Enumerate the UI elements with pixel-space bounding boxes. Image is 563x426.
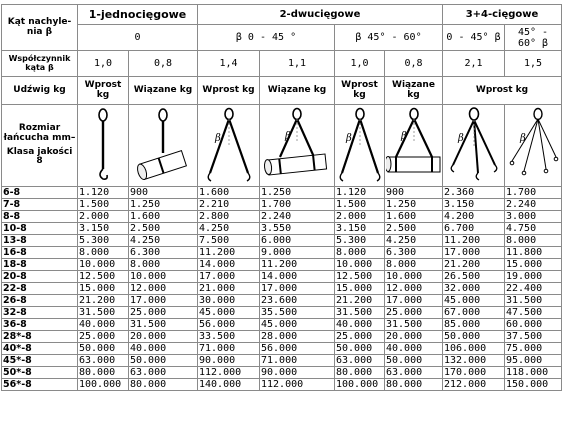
chain-size-cell: 16-8 [2,247,78,259]
load-value-cell: 5.300 [78,235,129,247]
load-value-cell: 1.500 [335,199,385,211]
group-single-leg: 1-jednocięgowe [78,5,198,25]
load-value-cell: 212.000 [443,379,505,391]
load-value-cell: 40.000 [385,343,443,355]
table-row [2,235,562,247]
load-value-cell: 31.500 [335,307,385,319]
load-value-cell: 6.300 [385,247,443,259]
load-value-cell: 4.250 [385,235,443,247]
load-value-cell: 140.000 [198,379,260,391]
class-label: Klasa jakości 8 [6,146,73,167]
load-value-cell: 6.000 [260,235,335,247]
two-leg-direct-icon [198,105,260,187]
load-value-cell: 37.500 [505,331,562,343]
three-leg-icon [443,105,505,187]
two-leg-choked-icon [260,105,335,187]
chain-size-cell: 6-8 [2,187,78,199]
load-value-cell: 900 [385,187,443,199]
load-value-cell: 11.200 [260,259,335,271]
chain-size-cell: 28*-8 [2,331,78,343]
load-value-cell: 63.000 [385,367,443,379]
lift-type: Wiązane kg [129,77,198,105]
load-value-cell: 31.500 [78,307,129,319]
coefficient: 1,4 [198,51,260,77]
load-value-cell: 10.000 [385,271,443,283]
load-value-cell: 15.000 [505,259,562,271]
load-value-cell: 31.500 [129,319,198,331]
load-value-cell: 80.000 [129,379,198,391]
chain-size-cell: 22-8 [2,283,78,295]
load-value-cell: 150.000 [505,379,562,391]
group-two-leg: 2-dwucięgowe [198,5,443,25]
load-value-cell: 3.150 [443,199,505,211]
two-leg-wide-choked-icon [385,105,443,187]
load-value-cell: 63.000 [78,355,129,367]
load-value-cell: 40.000 [129,343,198,355]
table-row [2,295,562,307]
load-value-cell: 10.000 [78,259,129,271]
load-value-cell: 50.000 [385,355,443,367]
load-value-cell: 19.000 [505,271,562,283]
load-value-cell: 170.000 [443,367,505,379]
svg-text:β: β [400,130,407,142]
load-value-cell: 4.250 [129,235,198,247]
chain-size-cell: 26-8 [2,295,78,307]
load-value-cell: 112.000 [260,379,335,391]
svg-text:β: β [215,132,221,144]
coefficient: 1,0 [78,51,129,77]
load-value-cell: 33.500 [198,331,260,343]
multi-angle-b: 45° - 60° β [505,25,562,51]
load-value-cell: 21.200 [78,295,129,307]
load-value-cell: 2.240 [260,211,335,223]
load-value-cell: 2.500 [385,223,443,235]
load-value-cell: 1.250 [129,199,198,211]
load-value-cell: 90.000 [198,355,260,367]
chain-load-table [1,4,562,391]
load-value-cell: 1.700 [505,187,562,199]
load-value-cell: 5.300 [335,235,385,247]
load-value-cell: 106.000 [443,343,505,355]
coefficient: 2,1 [443,51,505,77]
load-value-cell: 1.600 [385,211,443,223]
load-value-cell: 60.000 [505,319,562,331]
load-value-cell: 8.000 [78,247,129,259]
chain-size-cell: 18-8 [2,259,78,271]
load-value-cell: 6.700 [443,223,505,235]
load-value-cell: 2.000 [335,211,385,223]
lift-type: Wprost kg [335,77,385,105]
load-value-cell: 71.000 [260,355,335,367]
table-row [2,271,562,283]
load-value-cell: 9.000 [260,247,335,259]
load-value-cell: 75.000 [505,343,562,355]
table-row [2,199,562,211]
load-value-cell: 3.550 [260,223,335,235]
table-row [2,367,562,379]
load-value-cell: 3.150 [335,223,385,235]
load-value-cell: 2.000 [78,211,129,223]
lift-type: Wiązane kg [260,77,335,105]
load-value-cell: 47.500 [505,307,562,319]
table-row [2,331,562,343]
load-value-cell: 20.000 [385,331,443,343]
load-value-cell: 31.500 [505,295,562,307]
load-value-cell: 10.000 [129,271,198,283]
chain-size-cell: 50*-8 [2,367,78,379]
load-value-cell: 50.000 [443,331,505,343]
load-value-cell: 67.000 [443,307,505,319]
double-angle-a: β 0 - 45 ° [198,25,335,51]
chain-size-cell: 13-8 [2,235,78,247]
coefficient: 0,8 [129,51,198,77]
load-value-cell: 17.000 [260,283,335,295]
angle-label: Kąt nachyle-nia β [2,5,78,51]
load-value-cell: 45.000 [443,295,505,307]
load-value-cell: 50.000 [129,355,198,367]
load-value-cell: 100.000 [78,379,129,391]
lift-type: Wiązane kg [385,77,443,105]
load-value-cell: 30.000 [198,295,260,307]
load-value-cell: 25.000 [129,307,198,319]
svg-text:β: β [285,130,291,142]
load-value-cell: 8.000 [505,235,562,247]
load-value-cell: 1.700 [260,199,335,211]
load-value-cell: 8.000 [385,259,443,271]
load-value-cell: 25.000 [385,307,443,319]
load-value-cell: 8.000 [335,247,385,259]
load-value-cell: 2.360 [443,187,505,199]
single-leg-direct-icon [78,105,129,187]
chain-size-cell: 36-8 [2,319,78,331]
lift-label: Udźwig kg [2,77,78,105]
chain-size-cell: 8-8 [2,211,78,223]
load-value-cell: 112.000 [198,367,260,379]
table-row [2,307,562,319]
load-value-cell: 31.500 [385,319,443,331]
load-value-cell: 95.000 [505,355,562,367]
load-value-cell: 56.000 [260,343,335,355]
load-value-cell: 56.000 [198,319,260,331]
table-row [2,283,562,295]
coefficient: 1,0 [335,51,385,77]
load-value-cell: 15.000 [335,283,385,295]
load-value-cell: 2.800 [198,211,260,223]
load-value-cell: 26.500 [443,271,505,283]
load-value-cell: 80.000 [385,379,443,391]
load-value-cell: 80.000 [78,367,129,379]
load-value-cell: 4.750 [505,223,562,235]
load-value-cell: 14.000 [198,259,260,271]
coefficient: 0,8 [385,51,443,77]
load-value-cell: 40.000 [335,319,385,331]
load-value-cell: 25.000 [335,331,385,343]
load-value-cell: 4.250 [198,223,260,235]
svg-text:β: β [345,132,352,144]
chain-size-cell: 56*-8 [2,379,78,391]
load-value-cell: 2.240 [505,199,562,211]
chain-size-cell: 32-8 [2,307,78,319]
load-value-cell: 1.120 [335,187,385,199]
lift-type: Wprost kg [78,77,129,105]
table-row [2,223,562,235]
coefficient: 1,5 [505,51,562,77]
load-value-cell: 3.150 [78,223,129,235]
load-value-cell: 32.000 [443,283,505,295]
load-value-cell: 10.000 [335,259,385,271]
load-value-cell: 100.000 [335,379,385,391]
load-value-cell: 132.000 [443,355,505,367]
load-value-cell: 15.000 [78,283,129,295]
load-value-cell: 85.000 [443,319,505,331]
table-row [2,379,562,391]
load-value-cell: 6.300 [129,247,198,259]
load-value-cell: 23.600 [260,295,335,307]
load-value-cell: 50.000 [335,343,385,355]
load-value-cell: 20.000 [129,331,198,343]
load-value-cell: 45.000 [198,307,260,319]
load-value-cell: 1.600 [129,211,198,223]
chain-size-cell: 40*-8 [2,343,78,355]
table-row [2,319,562,331]
group-multi-leg: 3+4-cięgowe [443,5,562,25]
lift-type: Wprost kg [198,77,260,105]
table-row [2,211,562,223]
coefficient: 1,1 [260,51,335,77]
table-row [2,343,562,355]
load-value-cell: 11.800 [505,247,562,259]
multi-angle-a: 0 - 45° β [443,25,505,51]
load-value-cell: 45.000 [260,319,335,331]
load-value-cell: 21.200 [443,259,505,271]
load-value-cell: 11.200 [198,247,260,259]
single-leg-choked-icon [129,105,198,187]
load-value-cell: 1.500 [78,199,129,211]
single-angle: 0 [78,25,198,51]
chain-size-cell: 20-8 [2,271,78,283]
load-value-cell: 21.200 [335,295,385,307]
load-value-cell: 4.200 [443,211,505,223]
load-value-cell: 63.000 [335,355,385,367]
load-value-cell: 12.500 [78,271,129,283]
double-angle-b: β 45° - 60° [335,25,443,51]
load-value-cell: 2.500 [129,223,198,235]
load-value-cell: 25.000 [78,331,129,343]
load-value-cell: 71.000 [198,343,260,355]
load-value-cell: 40.000 [78,319,129,331]
chain-size-cell: 45*-8 [2,355,78,367]
load-value-cell: 1.120 [78,187,129,199]
load-value-cell: 50.000 [78,343,129,355]
load-value-cell: 1.250 [385,199,443,211]
svg-text:β: β [457,132,464,144]
chain-size-cell: 7-8 [2,199,78,211]
load-value-cell: 12.500 [335,271,385,283]
load-value-cell: 1.250 [260,187,335,199]
load-value-cell: 7.500 [198,235,260,247]
load-value-cell: 35.500 [260,307,335,319]
load-value-cell: 2.210 [198,199,260,211]
chain-size-cell: 10-8 [2,223,78,235]
table-row [2,355,562,367]
load-value-cell: 8.000 [129,259,198,271]
lift-type: Wprost kg [443,77,562,105]
load-value-cell: 17.000 [443,247,505,259]
load-value-cell: 80.000 [335,367,385,379]
four-leg-icon [505,105,562,187]
load-value-cell: 3.000 [505,211,562,223]
load-value-cell: 12.000 [129,283,198,295]
svg-text:β: β [520,132,526,144]
load-value-cell: 14.000 [260,271,335,283]
load-value-cell: 17.000 [198,271,260,283]
load-value-cell: 90.000 [260,367,335,379]
load-value-cell: 63.000 [129,367,198,379]
load-value-cell: 17.000 [385,295,443,307]
two-leg-wide-direct-icon [335,105,385,187]
load-value-cell: 17.000 [129,295,198,307]
load-value-cell: 118.000 [505,367,562,379]
size-label-cell [2,105,78,187]
load-value-cell: 22.400 [505,283,562,295]
load-value-cell: 11.200 [443,235,505,247]
table-row [2,259,562,271]
table-row [2,247,562,259]
load-value-cell: 1.600 [198,187,260,199]
load-value-cell: 900 [129,187,198,199]
load-value-cell: 28.000 [260,331,335,343]
load-value-cell: 21.000 [198,283,260,295]
load-value-cell: 12.000 [385,283,443,295]
coefficient-label: Współczynnik kąta β [2,51,78,77]
table-row [2,187,562,199]
size-label: Rozmiar łańcucha mm– [3,122,76,143]
